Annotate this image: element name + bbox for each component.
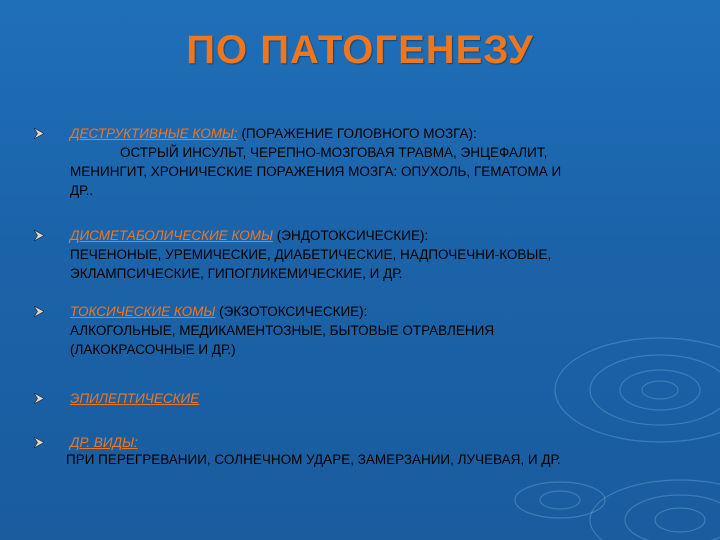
item-heading-suffix: (ЭКЗОТОКСИЧЕСКИЕ): xyxy=(215,304,368,319)
item-line: АЛКОГОЛЬНЫЕ, МЕДИКАМЕНТОЗНЫЕ, БЫТОВЫЕ ОТРАВЛЕНИЯ xyxy=(70,323,495,338)
item-line: ОСТРЫЙ ИНСУЛЬТ, ЧЕРЕПНО-МОЗГОВАЯ ТРАВМА, ЭНЦЕФАЛИТ, xyxy=(120,145,548,160)
item-heading: ЭПИЛЕПТИЧЕСКИЕ xyxy=(70,391,200,406)
other-types-description: ПРИ ПЕРЕГРЕВАНИИ, СОЛНЕЧНОМ УДАРЕ, ЗАМЕРЗАНИИ, ЛУЧЕВАЯ, И ДР. xyxy=(66,452,561,467)
slide-title: ПО ПАТОГЕНЕЗУ xyxy=(186,28,534,72)
arrowhead-bullet-icon xyxy=(34,437,44,448)
arrowhead-bullet-icon xyxy=(34,230,44,241)
item-heading: ДР. ВИДЫ: xyxy=(70,435,138,450)
item-line: ЭКЛАМПСИЧЕСКИЕ, ГИПОГЛИКЕМИЧЕСКИЕ, И ДР. xyxy=(70,266,403,281)
item-heading: ДИСМЕТАБОЛИЧЕСКИЕ КОМЫ xyxy=(70,228,273,243)
arrowhead-bullet-icon xyxy=(34,128,44,139)
arrowhead-bullet-icon xyxy=(34,393,44,404)
item-line: МЕНИНГИТ, ХРОНИЧЕСКИЕ ПОРАЖЕНИЯ МОЗГА: ОПУХОЛЬ, ГЕМАТОМА И xyxy=(70,164,562,179)
item-line: (ЛАКОКРАСОЧНЫЕ И ДР.) xyxy=(70,342,236,357)
item-heading-suffix: (ПОРАЖЕНИЕ ГОЛОВНОГО МОЗГА): xyxy=(237,126,477,141)
item-line: ПЕЧЕНОНЫЕ, УРЕМИЧЕСКИЕ, ДИАБЕТИЧЕСКИЕ, НАДПОЧЕЧНИ-КОВЫЕ, xyxy=(70,247,552,262)
item-heading: ТОКСИЧЕСКИЕ КОМЫ xyxy=(70,304,216,319)
item-heading: ДЕСТРУКТИВНЫЕ КОМЫ: xyxy=(70,126,238,141)
item-heading-suffix: (ЭНДОТОКСИЧЕСКИЕ): xyxy=(273,228,429,243)
arrowhead-bullet-icon xyxy=(34,306,44,317)
item-line: ДР.. xyxy=(70,183,94,198)
